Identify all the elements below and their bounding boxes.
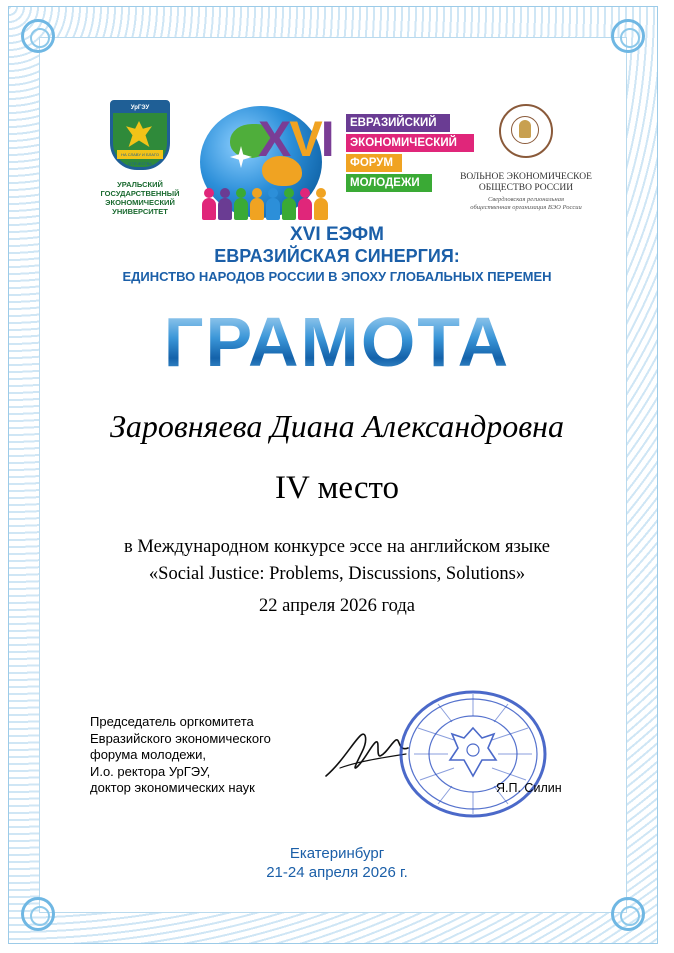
usue-name-line: ЭКОНОМИЧЕСКИЙ (105, 198, 175, 207)
signer-title-line: Евразийского экономического (90, 730, 271, 746)
award-place: IV место (275, 470, 399, 506)
signer-title-line: Председатель оргкомитета (90, 714, 254, 729)
veo-subtitle-line: общественная организация ВЭО России (470, 204, 582, 211)
forum-logo (200, 100, 460, 226)
forum-title-line: ЭКОНОМИЧЕСКИЙ (346, 134, 474, 152)
forum-dates: 21-24 апреля 2026 г. (266, 864, 408, 881)
usue-motto: НА СЛАВУ И БЛАГО ОТЕЧЕСТВА (117, 150, 163, 159)
contest-description: в Международном конкурсе эссе на английском языке (124, 537, 550, 557)
veo-logo (458, 104, 594, 212)
award-date: 22 апреля 2026 года (259, 596, 415, 616)
forum-theme-subtitle: ЕДИНСТВО НАРОДОВ РОССИИ В ЭПОХУ ГЛОБАЛЬНЫХ ПЕРЕМЕН (122, 269, 552, 284)
forum-theme-title: ЕВРАЗИЙСКАЯ СИНЕРГИЯ: (214, 246, 460, 266)
usue-name-line: УНИВЕРСИТЕТ (112, 207, 168, 216)
usue-name (92, 180, 188, 216)
eagle-icon (126, 121, 152, 147)
recipient-name: Заровняева Диана Александровна (109, 408, 565, 444)
usue-name-line: УРАЛЬСКИЙ (117, 180, 163, 189)
forum-title-line: МОЛОДЕЖИ (346, 174, 432, 192)
corner-ornament (21, 897, 55, 931)
corner-ornament (21, 19, 55, 53)
forum-title-line: ЕВРАЗИЙСКИЙ (346, 114, 450, 132)
signer-title-line: доктор экономических наук (90, 780, 255, 795)
certificate-title: ГРАМОТА (0, 302, 674, 382)
signer-name: Я.П. Силин (496, 781, 562, 795)
official-stamp (398, 688, 548, 820)
veo-title-line: ВОЛЬНОЕ ЭКОНОМИЧЕСКОЕ (460, 172, 592, 182)
corner-ornament (611, 897, 645, 931)
signer-title-line: форума молодежи, (90, 747, 206, 762)
corner-ornament (611, 19, 645, 53)
usue-shield-icon (110, 100, 170, 170)
veo-subtitle-line: Свердловская региональная (488, 196, 564, 203)
usue-logo (92, 100, 188, 216)
forum-title-line: ФОРУМ (346, 154, 402, 172)
people-icon (200, 180, 340, 220)
signer-title-line: И.о. ректора УрГЭУ, (90, 763, 211, 779)
city: Екатеринбург (289, 845, 385, 862)
veo-seal-icon (499, 104, 553, 158)
veo-title (458, 172, 594, 194)
usue-name-line: ГОСУДАРСТВЕННЫЙ (100, 189, 180, 198)
veo-subtitle (458, 196, 594, 212)
contest-name: «Social Justice: Problems, Discussions, Solutions» (148, 564, 526, 584)
forum-numeral: XVI (258, 111, 333, 167)
usue-abbrev: УрГЭУ (113, 103, 167, 113)
signer-title (90, 714, 310, 797)
forum-short-title: XVI ЕЭФМ (290, 224, 384, 245)
veo-title-line: ОБЩЕСТВО РОССИИ (478, 183, 574, 193)
forum-title (346, 114, 476, 194)
